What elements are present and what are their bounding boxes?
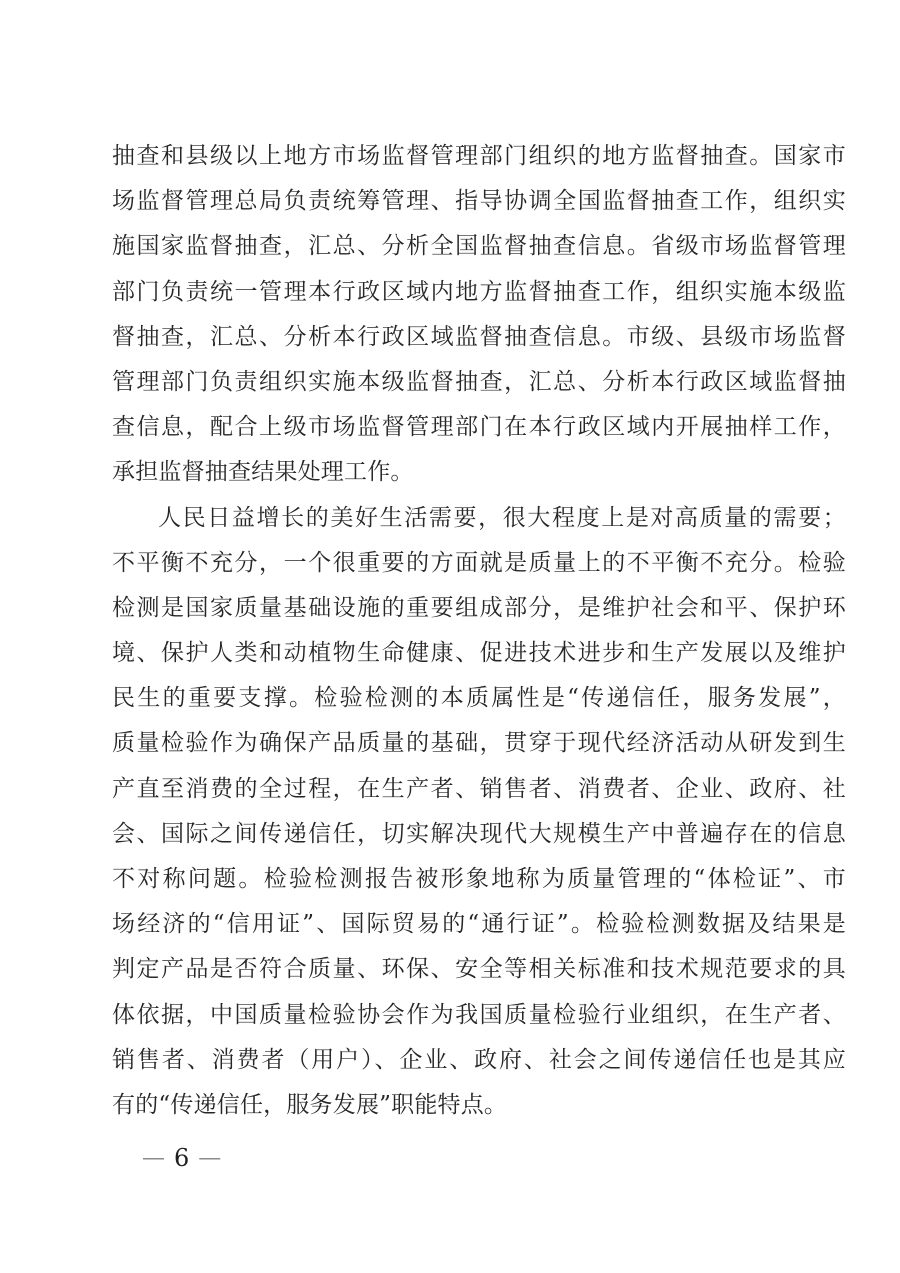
paragraph <box>112 496 846 1129</box>
text-line: 会、国际之间传递信任，切实解决现代大规模生产中普遍存在的信息 <box>112 820 846 847</box>
text-line: 境、保护人类和动植物生命健康、促进技术进步和生产发展以及维护 <box>112 640 846 667</box>
text-line: 产直至消费的全过程，在生产者、销售者、消费者、企业、政府、社 <box>112 775 846 802</box>
footer-left-dash: — <box>142 1145 165 1171</box>
text-line: 民生的重要支撑。检验检测的本质属性是“传递信任，服务发展”， <box>112 685 846 712</box>
text-line: 质量检验作为确保产品质量的基础，贯穿于现代经济活动从研发到生 <box>112 730 846 757</box>
text-line: 不平衡不充分，一个很重要的方面就是质量上的不平衡不充分。检验 <box>112 549 846 576</box>
text-line: 承担监督抽查结果处理工作。 <box>112 459 414 486</box>
footer-right-dash: — <box>198 1145 222 1171</box>
text-line: 管理部门负责组织实施本级监督抽查，汇总、分析本行政区域监督抽 <box>112 368 846 395</box>
text-line: 销售者、消费者（用户）、企业、政府、社会之间传递信任也是其应 <box>112 1046 846 1073</box>
page-number: 6 <box>174 1144 190 1172</box>
page-footer <box>142 1141 221 1175</box>
text-line: 场监督管理总局负责统筹管理、指导协调全国监督抽查工作，组织实 <box>112 188 846 215</box>
text-line: 检测是国家质量基础设施的重要组成部分，是维护社会和平、保护环 <box>112 594 846 621</box>
text-line: 查信息，配合上级市场监督管理部门在本行政区域内开展抽样工作， <box>112 414 846 441</box>
text-line: 不对称问题。检验检测报告被形象地称为质量管理的“体检证”、市 <box>112 866 846 892</box>
text-line: 场经济的“信用证”、国际贸易的“通行证”。检验检测数据及结果是 <box>112 911 846 938</box>
text-block <box>112 134 846 1128</box>
text-line: 体依据，中国质量检验协会作为我国质量检验行业组织，在生产者、 <box>112 1001 846 1028</box>
text-line: 抽查和县级以上地方市场监督管理部门组织的地方监督抽查。国家市 <box>112 143 846 169</box>
paragraph <box>112 134 846 496</box>
text-line: 施国家监督抽查，汇总、分析全国监督抽查信息。省级市场监督管理 <box>112 233 846 260</box>
text-line: 人民日益增长的美好生活需要，很大程度上是对高质量的需要； <box>158 504 846 531</box>
text-line: 判定产品是否符合质量、环保、安全等相关标准和技术规范要求的具 <box>112 956 846 983</box>
text-line: 部门负责统一管理本行政区域内地方监督抽查工作，组织实施本级监 <box>112 278 846 305</box>
text-line: 有的“传递信任，服务发展”职能特点。 <box>112 1091 508 1118</box>
text-line: 督抽查，汇总、分析本行政区域监督抽查信息。市级、县级市场监督 <box>112 323 846 350</box>
